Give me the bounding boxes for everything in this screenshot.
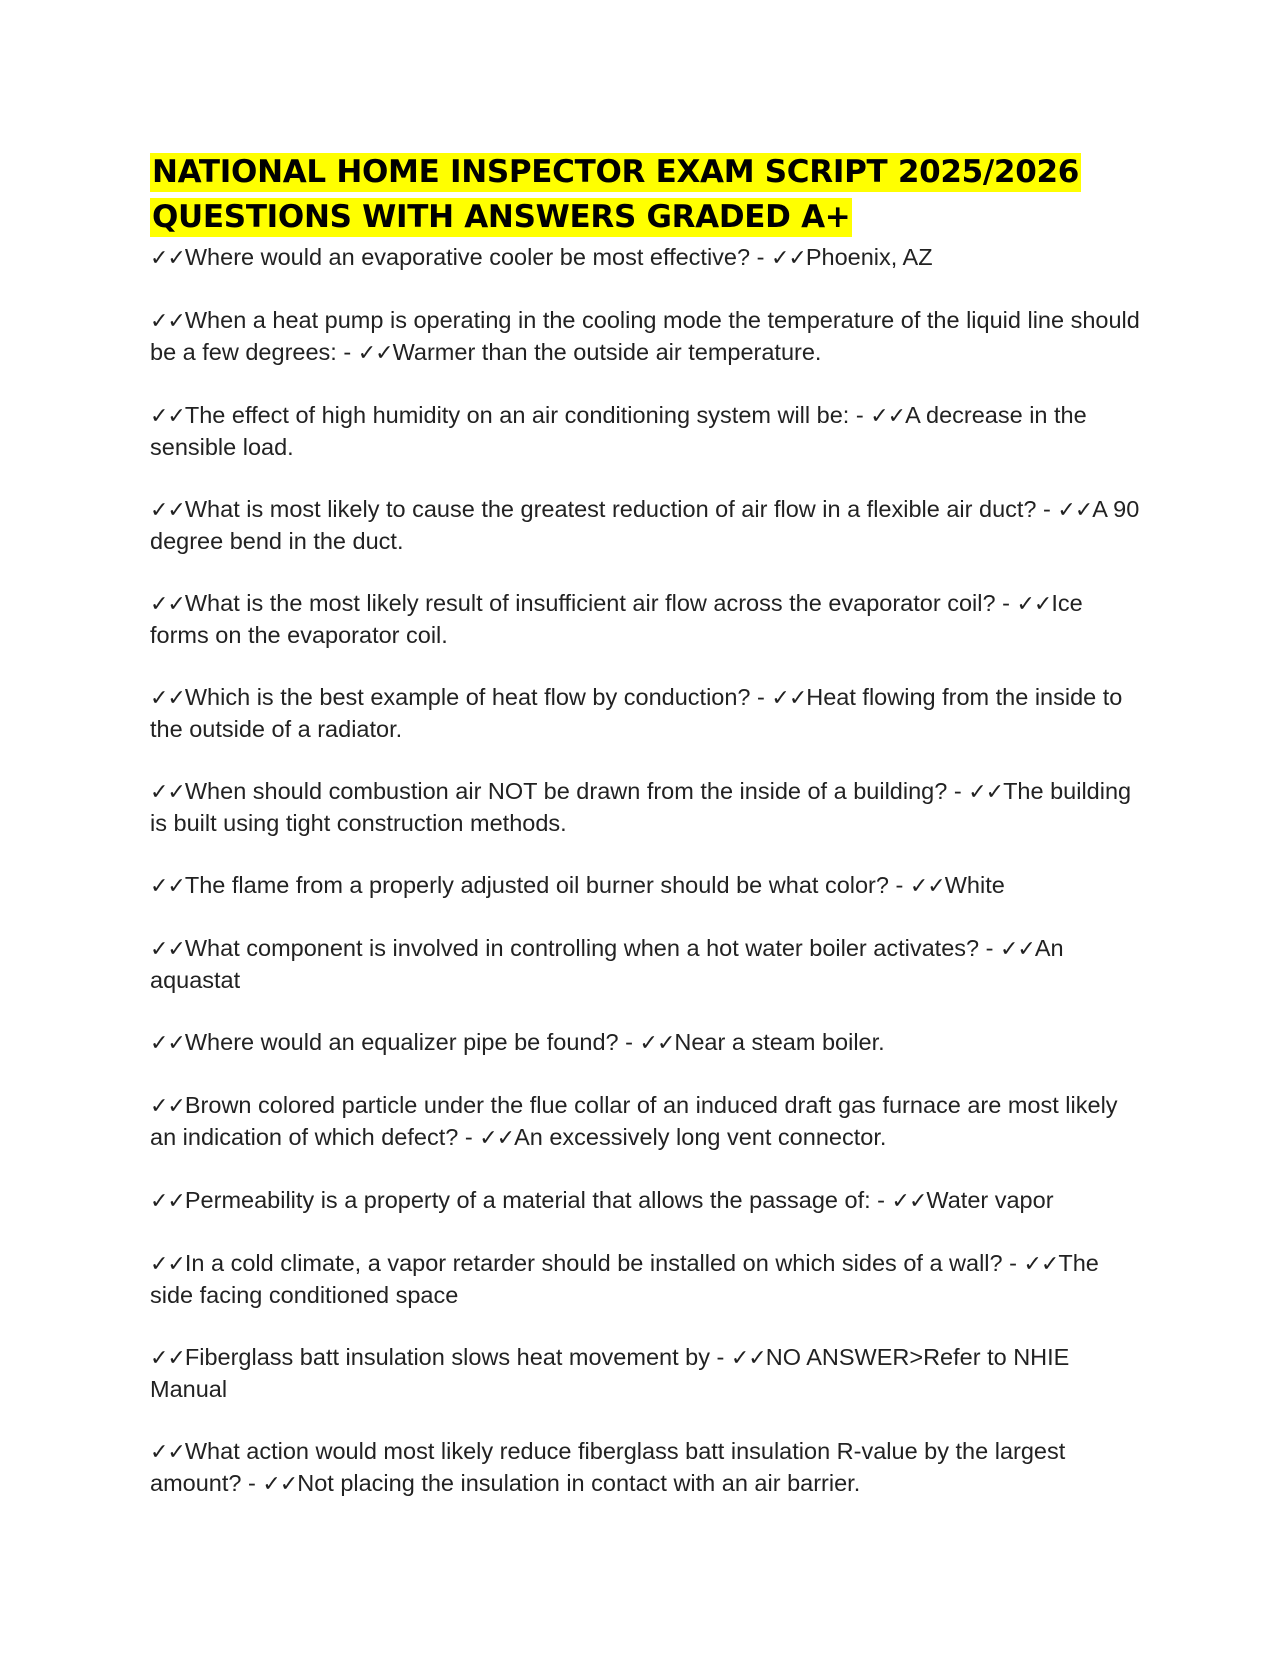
answer-text: The building is built using tight construction methods. (150, 778, 1132, 836)
qa-item (150, 870, 1140, 902)
double-check-mark-icon: ✓✓ (150, 309, 185, 334)
qa-separator: - (750, 244, 771, 270)
double-check-mark-icon: ✓✓ (150, 780, 185, 805)
qa-item (150, 1090, 1140, 1154)
question-text: What is most likely to cause the greatest reduction of air flow in a flexible air duct? (184, 496, 1037, 522)
question-text: Permeability is a property of a material that allows the passage of: (184, 1187, 871, 1213)
qa-separator: - (458, 1124, 480, 1150)
double-check-mark-icon: ✓✓ (968, 780, 1004, 805)
question-text: Which is the best example of heat flow by conduction? (184, 684, 751, 710)
title-line-1: NATIONAL HOME INSPECTOR EXAM SCRIPT 2025/2026 (152, 154, 1080, 190)
qa-separator: - (849, 402, 871, 428)
qa-item (150, 305, 1140, 369)
qa-separator: - (979, 935, 1000, 961)
double-check-mark-icon: ✓✓ (150, 937, 185, 962)
double-check-mark-icon: ✓✓ (150, 592, 185, 617)
double-check-mark-icon: ✓✓ (150, 498, 185, 523)
double-check-mark-icon: ✓✓ (357, 341, 393, 366)
question-text: The effect of high humidity on an air conditioning system will be: (184, 402, 850, 428)
double-check-mark-icon: ✓✓ (771, 686, 807, 711)
double-check-mark-icon: ✓✓ (909, 874, 945, 899)
double-check-mark-icon: ✓✓ (1016, 592, 1052, 617)
question-text: What is the most likely result of insufficient air flow across the evaporator coil? (184, 590, 996, 616)
qa-item (150, 776, 1140, 839)
question-text: When a heat pump is operating in the cooling mode the temperature of the liquid line should be a few degrees: (150, 307, 1140, 365)
answer-text: Near a steam boiler. (674, 1029, 885, 1055)
qa-separator: - (995, 590, 1017, 616)
answer-text: An excessively long vent connector. (514, 1124, 887, 1150)
answer-text: Warmer than the outside air temperature. (392, 339, 822, 365)
qa-item (150, 242, 1140, 274)
qa-separator: - (1036, 496, 1058, 522)
question-text: When should combustion air NOT be drawn from the inside of a building? (184, 778, 948, 804)
double-check-mark-icon: ✓✓ (150, 1189, 185, 1214)
qa-item (150, 933, 1140, 996)
double-check-mark-icon: ✓✓ (891, 1189, 927, 1214)
qa-separator: - (870, 1187, 892, 1213)
qa-item (150, 588, 1140, 651)
qa-item (150, 400, 1140, 463)
question-text: In a cold climate, a vapor retarder should be installed on which sides of a wall? (184, 1250, 1003, 1276)
title-highlight (150, 153, 1081, 237)
qa-item (150, 1436, 1140, 1500)
double-check-mark-icon: ✓✓ (730, 1346, 766, 1371)
double-check-mark-icon: ✓✓ (262, 1472, 298, 1497)
double-check-mark-icon: ✓✓ (150, 404, 185, 429)
double-check-mark-icon: ✓✓ (639, 1031, 675, 1056)
qa-item (150, 494, 1140, 557)
document-title (150, 150, 1140, 240)
qa-separator: - (1002, 1250, 1024, 1276)
double-check-mark-icon: ✓✓ (999, 937, 1035, 962)
qa-item (150, 1185, 1140, 1217)
double-check-mark-icon: ✓✓ (150, 1031, 185, 1056)
double-check-mark-icon: ✓✓ (1057, 498, 1093, 523)
double-check-mark-icon: ✓✓ (150, 1346, 185, 1371)
question-text: What action would most likely reduce fiberglass batt insulation R-value by the largest amount? (150, 1438, 1066, 1496)
document-page (150, 150, 1140, 1531)
qa-separator: - (709, 1344, 731, 1370)
answer-text: Ice forms on the evaporator coil. (150, 590, 1083, 648)
answer-text: A 90 degree bend in the duct. (150, 496, 1140, 554)
qa-item (150, 682, 1140, 745)
question-text: Brown colored particle under the flue collar of an induced draft gas furnace are most likely an indication of which defect? (150, 1092, 1118, 1150)
double-check-mark-icon: ✓✓ (870, 404, 906, 429)
qa-separator: - (888, 872, 910, 898)
qa-item (150, 1342, 1140, 1405)
answer-text: An aquastat (150, 935, 1064, 993)
answer-text: NO ANSWER>Refer to NHIE Manual (150, 1344, 1070, 1402)
answer-text: Water vapor (926, 1187, 1054, 1213)
title-line-2: QUESTIONS WITH ANSWERS GRADED A+ (152, 199, 851, 235)
qa-separator: - (618, 1029, 640, 1055)
question-text: Fiberglass batt insulation slows heat movement by (184, 1344, 710, 1370)
question-text: The flame from a properly adjusted oil burner should be what color? (184, 872, 889, 898)
double-check-mark-icon: ✓✓ (150, 246, 185, 271)
answer-text: The side facing conditioned space (150, 1250, 1099, 1308)
qa-separator: - (947, 778, 969, 804)
question-text: Where would an evaporative cooler be most effective? (184, 244, 751, 270)
answer-text: Phoenix, AZ (805, 244, 933, 270)
qa-list (150, 242, 1140, 1500)
answer-text: Not placing the insulation in contact with an air barrier. (297, 1470, 861, 1496)
double-check-mark-icon: ✓✓ (150, 1252, 185, 1277)
double-check-mark-icon: ✓✓ (150, 1440, 185, 1465)
qa-item (150, 1027, 1140, 1059)
question-text: Where would an equalizer pipe be found? (184, 1029, 619, 1055)
question-text: What component is involved in controlling when a hot water boiler activates? (184, 935, 980, 961)
answer-text: White (944, 872, 1005, 898)
qa-separator: - (336, 339, 358, 365)
double-check-mark-icon: ✓✓ (150, 874, 185, 899)
answer-text: Heat flowing from the inside to the outside of a radiator. (150, 684, 1123, 742)
qa-separator: - (241, 1470, 263, 1496)
double-check-mark-icon: ✓✓ (150, 1094, 185, 1119)
answer-text: A decrease in the sensible load. (150, 402, 1087, 460)
qa-separator: - (750, 684, 772, 710)
double-check-mark-icon: ✓✓ (770, 246, 806, 271)
double-check-mark-icon: ✓✓ (479, 1126, 515, 1151)
qa-item (150, 1248, 1140, 1311)
double-check-mark-icon: ✓✓ (150, 686, 185, 711)
double-check-mark-icon: ✓✓ (1023, 1252, 1059, 1277)
